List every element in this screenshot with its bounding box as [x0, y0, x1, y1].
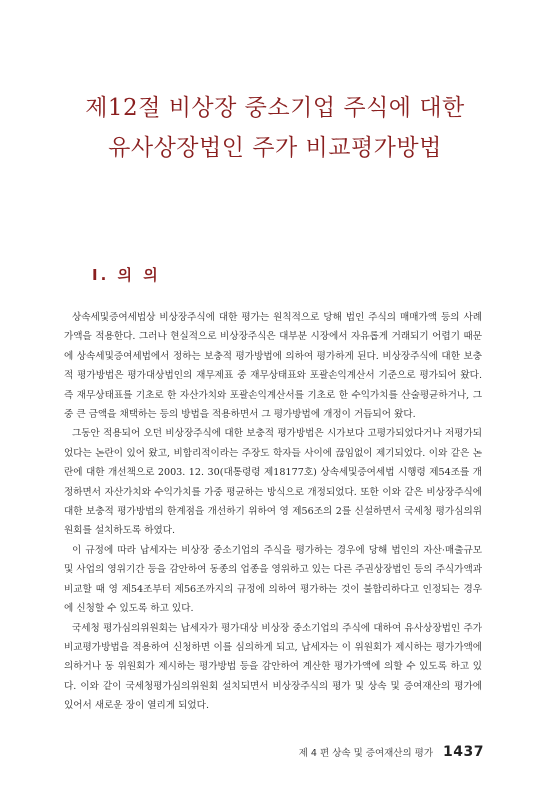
page-footer [299, 744, 484, 760]
paragraph: 국세청 평가심의위원회는 납세자가 평가대상 비상장 중소기업의 주식에 대하여 유사상장법인 주가 비교평가방법을 적용하여 신청하면 이를 심의하게 되고, 납세자는 이 위원회가 제시하는 평가가액에 의하거나 동 위원회가 제시하는 평가방법 등을 감안하여 계산한 평가가액에 의할 수 있도록 하고 있다. 이와 같이 국세청평가심의위원회 설치되면서 비상장주식의 평가 및 상속 및 증여재산의 평가에 있어서 새로운 장이 열리게 되었다. [64, 622, 482, 712]
chapter-title-line-2: 유사상장법인 주가 비교평가방법 [108, 135, 442, 161]
section-heading: Ⅰ. 의 의 [92, 266, 161, 284]
paragraph: 이 규정에 따라 납세자는 비상장 중소기업의 주식을 평가하는 경우에 당해 법인의 자산·매출규모 및 사업의 영위기간 등을 감안하여 동종의 업종을 영위하고 있는 다른 주권상장법인 등의 주식가액과 비교할 때 영 제54조부터 제56조까지의 규정에 의하여 평가하는 것이 불합리하다고 인정되는 경우에 신청할 수 있도록 하고 있다. [64, 544, 482, 615]
chapter-title [0, 88, 550, 168]
paragraph: 그동안 적용되어 오던 비상장주식에 대한 보충적 평가방법은 시가보다 고평가되었다거나 저평가되었다는 논란이 있어 왔고, 비합리적이라는 주장도 학자들 사이에 끊임없이 제기되었다. 이와 같은 논란에 대한 개선책으로 2003. 12. 30(대통령령 제18177호) 상속세및증여세법 시행령 제54조를 개정하면서 자산가치와 수익가치를 가중 평균하는 방식으로 개정되었다. 또한 이와 같은 비상장주식에 대한 보충적 평가방법의 한계점을 개선하기 위하여 영 제56조의 2를 신설하면서 국세청 평가심의위원회를 설치하도록 하였다. [64, 428, 482, 537]
page-number: 1437 [443, 744, 484, 760]
footer-part-title: 제 4 편 상속 및 증여재산의 평가 [298, 748, 434, 759]
chapter-title-line-1: 제12절 비상장 중소기업 주식에 대한 [85, 95, 465, 121]
paragraph: 상속세및증여세법상 비상장주식에 대한 평가는 원칙적으로 당해 법인 주식의 매매가액 등의 사례가액을 적용한다. 그러나 현실적으로 비상장주식은 대부분 시장에서 자유롭게 거래되기 어렵기 때문에 상속세및증여세법에서 정하는 보충적 평가방법에 의하여 평가하게 된다. 비상장주식에 대한 보충적 평가방법은 평가대상법인의 재무제표 중 재무상태표와 포괄손익계산서 기준으로 평가되어 왔다. 즉 재무상태표를 기초로 한 자산가치와 포괄손익계산서를 기초로 한 수익가치를 산술평균하거나, 그 중 큰 금액을 채택하는 등의 방법을 적용하면서 그 평가방법에 개정이 거듭되어 왔다. [64, 312, 482, 421]
body-text [64, 308, 482, 716]
